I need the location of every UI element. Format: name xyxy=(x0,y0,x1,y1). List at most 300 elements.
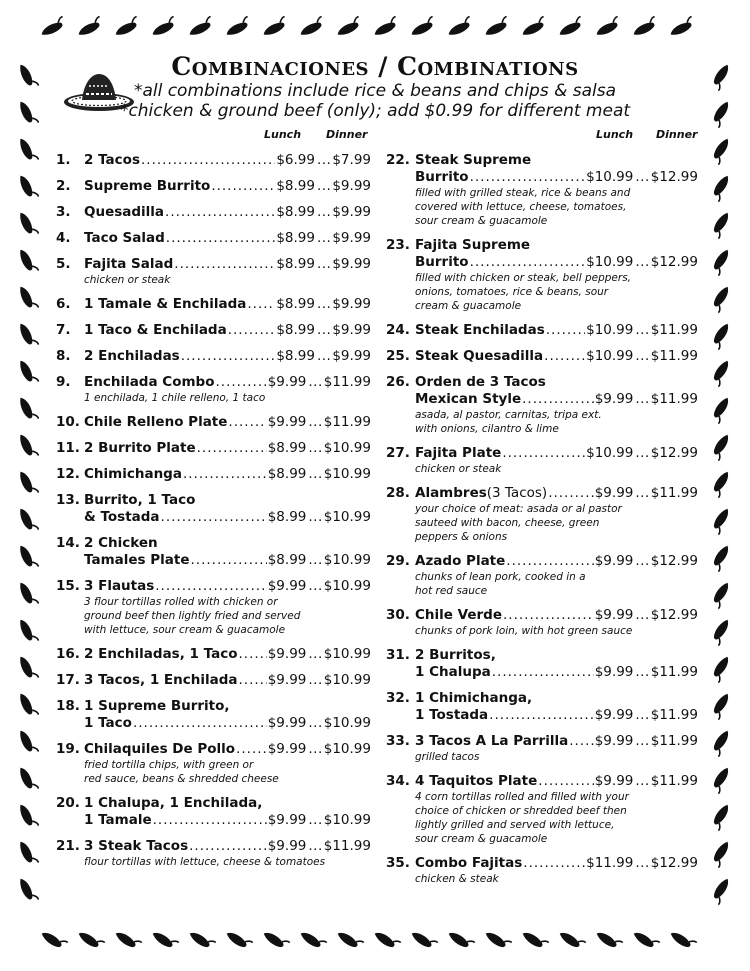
dinner-price: $9.99 xyxy=(332,256,371,272)
lunch-price: $8.99 xyxy=(267,466,307,482)
price-separator: ... xyxy=(308,838,323,854)
chili-pepper-icon xyxy=(335,929,363,951)
chili-pepper-icon xyxy=(16,395,38,423)
item-description: flour tortillas with lettuce, cheese & tomatoes xyxy=(84,856,326,868)
dot-leader xyxy=(506,553,593,570)
chili-pepper-icon xyxy=(16,617,38,645)
menu-item xyxy=(56,672,371,689)
item-name: Fajita Plate xyxy=(415,445,502,461)
dot-leader xyxy=(522,391,594,408)
menu-header xyxy=(0,52,750,121)
dinner-price: $10.99 xyxy=(323,672,371,688)
dinner-price: $11.99 xyxy=(650,664,698,680)
item-description: sour cream & guacamole xyxy=(415,833,548,845)
price-separator: ... xyxy=(316,322,332,338)
chili-pepper-icon xyxy=(113,16,141,38)
menu-item xyxy=(386,773,698,846)
chili-pepper-icon xyxy=(261,16,289,38)
menu-item xyxy=(56,178,371,195)
lunch-price: $8.99 xyxy=(276,322,315,338)
item-number: 12. xyxy=(56,466,80,482)
dot-leader xyxy=(133,715,267,732)
dot-leader xyxy=(141,152,275,169)
lunch-price: $8.99 xyxy=(267,440,307,456)
price-separator: ... xyxy=(316,178,332,194)
dot-leader xyxy=(523,855,585,872)
item-name-line xyxy=(56,672,371,689)
item-name-line xyxy=(56,646,371,663)
item-name-line xyxy=(56,440,371,457)
menu-item xyxy=(56,535,371,569)
chili-pepper-icon xyxy=(409,16,437,38)
item-description: lightly grilled and served with lettuce, xyxy=(415,819,615,831)
price-separator: ... xyxy=(316,296,332,312)
item-name: Steak Quesadilla xyxy=(415,348,544,364)
dot-leader xyxy=(211,178,275,195)
chili-pepper-icon xyxy=(335,16,363,38)
item-number: 17. xyxy=(56,672,80,688)
dot-leader xyxy=(215,374,266,391)
item-description: ground beef then lightly fried and served xyxy=(84,610,301,622)
item-name-line xyxy=(386,607,698,624)
dot-leader xyxy=(191,552,267,569)
chili-pepper-icon xyxy=(16,876,38,904)
price-separator: ... xyxy=(308,552,323,568)
dot-leader xyxy=(197,440,267,457)
chili-pepper-icon xyxy=(16,136,38,164)
dinner-header: Dinner xyxy=(326,128,368,141)
subtitle-note-2: *chicken & ground beef (only); add $0.99 for different meat xyxy=(119,101,631,121)
chili-pepper-icon xyxy=(16,728,38,756)
dot-leader xyxy=(174,256,275,273)
dot-leader xyxy=(569,733,594,750)
menu-item xyxy=(56,795,371,829)
chili-pepper-icon xyxy=(16,469,38,497)
chili-pepper-icon xyxy=(710,876,732,904)
menu-item xyxy=(386,647,698,681)
item-name: 3 Steak Tacos xyxy=(84,838,189,854)
item-name-line-2 xyxy=(56,715,371,732)
chili-pepper-icon xyxy=(150,929,178,951)
item-number: 11. xyxy=(56,440,80,456)
item-name-line xyxy=(56,795,371,812)
item-name: 3 Tacos, 1 Enchilada xyxy=(84,672,238,688)
lunch-price: $9.99 xyxy=(594,485,634,501)
chili-pepper-icon xyxy=(409,929,437,951)
item-name: Fajita Salad xyxy=(84,256,174,272)
dinner-price: $11.99 xyxy=(650,773,698,789)
lunch-price: $9.99 xyxy=(267,741,307,757)
dot-leader xyxy=(489,707,594,724)
price-separator: ... xyxy=(308,672,323,688)
item-description: hot red sauce xyxy=(415,585,488,597)
item-name: Enchilada Combo xyxy=(84,374,215,390)
lunch-price: $9.99 xyxy=(594,664,634,680)
chili-pepper-icon xyxy=(631,16,659,38)
lunch-price: $9.99 xyxy=(594,607,634,623)
item-number: 27. xyxy=(386,445,410,461)
dot-leader xyxy=(228,414,266,431)
chili-pepper-icon xyxy=(710,617,732,645)
item-name: 2 Enchiladas, 1 Taco xyxy=(84,646,238,662)
chili-pepper-icon xyxy=(710,247,732,275)
dot-leader xyxy=(538,773,593,790)
item-name-line xyxy=(56,838,371,855)
item-name: 1 Chimichanga, xyxy=(415,690,533,706)
item-name-line xyxy=(386,855,698,872)
item-name-line xyxy=(56,348,371,365)
item-name-line xyxy=(56,492,371,509)
item-name: Quesadilla xyxy=(84,204,165,220)
item-number: 34. xyxy=(386,773,410,789)
chili-pepper-icon xyxy=(520,16,548,38)
dot-leader xyxy=(239,672,267,689)
item-description: chicken or steak xyxy=(415,463,502,475)
menu-item xyxy=(386,237,698,313)
chili-pepper-icon xyxy=(710,432,732,460)
item-name-line-2 xyxy=(386,391,698,408)
price-separator: ... xyxy=(635,322,650,338)
lunch-price: $8.99 xyxy=(276,348,315,364)
menu-item xyxy=(386,322,698,339)
chili-pepper-icon xyxy=(16,321,38,349)
price-separator: ... xyxy=(635,707,650,723)
chili-pepper-icon xyxy=(594,929,622,951)
lunch-price: $8.99 xyxy=(276,296,315,312)
chili-pepper-icon xyxy=(372,16,400,38)
lunch-price: $8.99 xyxy=(267,509,307,525)
item-name-line xyxy=(386,485,698,502)
item-number: 29. xyxy=(386,553,410,569)
chili-pepper-icon xyxy=(710,691,732,719)
dinner-price: $11.99 xyxy=(323,414,371,430)
item-description: covered with lettuce, cheese, tomatoes, xyxy=(415,201,627,213)
chili-pepper-icon xyxy=(446,929,474,951)
menu-item xyxy=(56,838,371,869)
dinner-price: $10.99 xyxy=(323,812,371,828)
menu-item xyxy=(56,578,371,637)
price-separator: ... xyxy=(316,256,332,272)
item-number: 21. xyxy=(56,838,80,854)
right-column xyxy=(386,128,698,886)
item-description: with onions, cilantro & lime xyxy=(415,423,559,435)
item-name-line xyxy=(56,414,371,431)
item-name: 4 Taquitos Plate xyxy=(415,773,538,789)
chili-pepper-icon xyxy=(187,929,215,951)
chili-pepper-icon xyxy=(710,580,732,608)
dinner-price: $12.99 xyxy=(650,855,698,871)
item-number: 2. xyxy=(56,178,71,194)
price-separator: ... xyxy=(635,773,650,789)
chili-pepper-icon xyxy=(16,691,38,719)
price-separator: ... xyxy=(308,414,323,430)
dinner-price: $11.99 xyxy=(650,485,698,501)
menu-item xyxy=(56,256,371,287)
item-name-line-2 xyxy=(56,812,371,829)
price-separator: ... xyxy=(316,230,332,246)
chili-pepper-icon xyxy=(224,929,252,951)
item-number: 18. xyxy=(56,698,80,714)
item-number: 14. xyxy=(56,535,80,551)
item-number: 33. xyxy=(386,733,410,749)
item-number: 26. xyxy=(386,374,410,390)
item-name: 2 Burritos, xyxy=(415,647,496,663)
item-number: 7. xyxy=(56,322,71,338)
dinner-price: $7.99 xyxy=(332,152,371,168)
menu-item xyxy=(386,855,698,886)
page-title: Combinaciones / Combinations xyxy=(171,52,579,81)
lunch-price: $8.99 xyxy=(276,230,315,246)
lunch-price: $10.99 xyxy=(586,322,634,338)
chili-pepper-icon xyxy=(187,16,215,38)
item-name-continued: 1 Tostada xyxy=(415,707,489,723)
dinner-price: $9.99 xyxy=(332,178,371,194)
chili-pepper-icon xyxy=(668,929,696,951)
lunch-price: $9.99 xyxy=(594,733,634,749)
price-separator: ... xyxy=(308,715,323,731)
item-name: Azado Plate xyxy=(415,553,506,569)
item-name-line xyxy=(386,690,698,707)
menu-item xyxy=(56,322,371,339)
lunch-price: $9.99 xyxy=(594,553,634,569)
chili-pepper-icon xyxy=(594,16,622,38)
item-description: peppers & onions xyxy=(415,531,508,543)
item-name: 3 Tacos A La Parrilla xyxy=(415,733,569,749)
menu-item xyxy=(386,607,698,638)
item-name-line xyxy=(386,348,698,365)
dot-leader xyxy=(503,607,594,624)
item-name: 1 Supreme Burrito, xyxy=(84,698,230,714)
chili-pepper-icon xyxy=(16,839,38,867)
item-description: red sauce, beans & shredded cheese xyxy=(84,773,279,785)
chili-pepper-icon xyxy=(710,728,732,756)
item-name-continued: Tamales Plate xyxy=(84,552,190,568)
item-name-line xyxy=(386,374,698,391)
menu-item xyxy=(56,440,371,457)
chili-pepper-icon xyxy=(710,284,732,312)
lunch-price: $11.99 xyxy=(586,855,634,871)
item-description: choice of chicken or shredded beef then xyxy=(415,805,627,817)
item-name-line xyxy=(386,322,698,339)
item-name-line xyxy=(56,230,371,247)
item-name-continued: Mexican Style xyxy=(415,391,522,407)
item-description: 4 corn tortillas rolled and filled with your xyxy=(415,791,629,803)
menu-item xyxy=(56,466,371,483)
dot-leader xyxy=(166,230,276,247)
item-name-line xyxy=(56,466,371,483)
dinner-price: $11.99 xyxy=(650,707,698,723)
price-separator: ... xyxy=(635,607,650,623)
lunch-price: $8.99 xyxy=(267,552,307,568)
item-name-line xyxy=(386,152,698,169)
chili-pepper-icon xyxy=(16,173,38,201)
chili-pepper-icon xyxy=(520,929,548,951)
menu-item xyxy=(386,553,698,598)
chili-pepper-icon xyxy=(557,929,585,951)
dot-leader xyxy=(544,348,585,365)
dinner-price: $11.99 xyxy=(650,391,698,407)
price-separator: ... xyxy=(308,466,323,482)
lunch-price: $8.99 xyxy=(276,204,315,220)
menu-item xyxy=(56,698,371,732)
lunch-price: $10.99 xyxy=(586,169,634,185)
chili-pepper-icon xyxy=(16,284,38,312)
menu-item xyxy=(56,646,371,663)
price-separator: ... xyxy=(308,812,323,828)
chili-pepper-icon xyxy=(76,929,104,951)
dinner-price: $10.99 xyxy=(323,552,371,568)
dot-leader xyxy=(492,664,594,681)
item-number: 32. xyxy=(386,690,410,706)
menu-item xyxy=(56,152,371,169)
chili-pepper-icon xyxy=(483,16,511,38)
price-separator: ... xyxy=(635,445,650,461)
dinner-price: $9.99 xyxy=(332,348,371,364)
item-name-line-2 xyxy=(386,254,698,271)
item-name: 2 Tacos xyxy=(84,152,140,168)
item-number: 31. xyxy=(386,647,410,663)
item-description: grilled tacos xyxy=(415,751,480,763)
menu-item xyxy=(56,204,371,221)
item-number: 1. xyxy=(56,152,71,168)
item-name-line xyxy=(386,553,698,570)
item-description: onions, tomatoes, rice & beans, sour xyxy=(415,286,609,298)
item-name-line-2 xyxy=(386,664,698,681)
chili-pepper-icon xyxy=(710,543,732,571)
item-name-continued: Burrito xyxy=(415,169,469,185)
item-name-line-2 xyxy=(386,707,698,724)
dinner-price: $9.99 xyxy=(332,322,371,338)
menu-item xyxy=(56,374,371,405)
price-separator: ... xyxy=(308,741,323,757)
left-item-list xyxy=(56,152,371,869)
chili-pepper-icon xyxy=(39,929,67,951)
item-name: Taco Salad xyxy=(84,230,165,246)
dinner-price: $10.99 xyxy=(323,715,371,731)
item-name-line xyxy=(56,322,371,339)
dot-leader xyxy=(470,169,586,186)
price-separator: ... xyxy=(308,646,323,662)
menu-item xyxy=(386,445,698,476)
menu-item xyxy=(386,374,698,436)
chili-pepper-icon xyxy=(261,929,289,951)
menu-item xyxy=(56,492,371,526)
item-description: sauteed with bacon, cheese, green xyxy=(415,517,600,529)
dinner-price: $11.99 xyxy=(650,348,698,364)
item-name-continued: 1 Chalupa xyxy=(415,664,491,680)
item-name: 3 Flautas xyxy=(84,578,155,594)
menu-item xyxy=(56,230,371,247)
item-name: Chile Relleno Plate xyxy=(84,414,228,430)
item-number: 9. xyxy=(56,374,71,390)
item-name: 2 Chicken xyxy=(84,535,158,551)
dot-leader xyxy=(189,838,267,855)
item-description: sour cream & guacamole xyxy=(415,215,548,227)
item-description: 1 enchilada, 1 chile relleno, 1 taco xyxy=(84,392,266,404)
price-separator: ... xyxy=(635,391,650,407)
dot-leader xyxy=(181,348,276,365)
item-name-line xyxy=(56,535,371,552)
item-name-line xyxy=(56,256,371,273)
item-description: chunks of pork loin, with hot green sauce xyxy=(415,625,633,637)
item-description: chunks of lean pork, cooked in a xyxy=(415,571,586,583)
chili-pepper-icon xyxy=(150,16,178,38)
menu-item xyxy=(56,296,371,313)
lunch-header: Lunch xyxy=(264,128,302,141)
dinner-price: $11.99 xyxy=(650,322,698,338)
lunch-header: Lunch xyxy=(596,128,634,141)
chili-pepper-icon xyxy=(710,395,732,423)
item-name-line-2 xyxy=(56,509,371,526)
dot-leader xyxy=(247,296,275,313)
dinner-price: $9.99 xyxy=(332,296,371,312)
price-separator: ... xyxy=(316,348,332,364)
lunch-price: $9.99 xyxy=(594,707,634,723)
item-name-line xyxy=(386,445,698,462)
item-name: 1 Chalupa, 1 Enchilada, xyxy=(84,795,263,811)
item-name: 1 Tamale & Enchilada xyxy=(84,296,247,312)
chili-pepper-icon xyxy=(710,506,732,534)
chili-pepper-icon xyxy=(710,210,732,238)
chili-pepper-icon xyxy=(446,16,474,38)
chili-pepper-icon xyxy=(631,929,659,951)
dinner-price: $10.99 xyxy=(323,440,371,456)
lunch-price: $9.99 xyxy=(267,812,307,828)
item-number: 22. xyxy=(386,152,410,168)
dinner-header: Dinner xyxy=(656,128,698,141)
chili-pepper-icon xyxy=(39,16,67,38)
chili-pepper-icon xyxy=(76,16,104,38)
chili-pepper-icon xyxy=(710,358,732,386)
item-name-continued: & Tostada xyxy=(84,509,160,525)
item-name: Alambres xyxy=(415,485,487,501)
chili-pepper-icon xyxy=(557,16,585,38)
dot-leader xyxy=(502,445,585,462)
dot-leader xyxy=(161,509,267,526)
item-description: asada, al pastor, carnitas, tripa ext. xyxy=(415,409,602,421)
chili-pepper-icon xyxy=(16,506,38,534)
dot-leader xyxy=(470,254,586,271)
item-number: 28. xyxy=(386,485,410,501)
chili-pepper-icon xyxy=(710,469,732,497)
item-name-line xyxy=(56,204,371,221)
item-number: 24. xyxy=(386,322,410,338)
price-separator: ... xyxy=(635,855,650,871)
lunch-price: $9.99 xyxy=(267,374,307,390)
item-name-line xyxy=(56,178,371,195)
chili-pepper-icon xyxy=(710,136,732,164)
dinner-price: $10.99 xyxy=(323,509,371,525)
item-number: 19. xyxy=(56,741,80,757)
item-number: 25. xyxy=(386,348,410,364)
dinner-price: $10.99 xyxy=(323,466,371,482)
dot-leader xyxy=(228,322,276,339)
item-name: Steak Supreme xyxy=(415,152,532,168)
item-name-line xyxy=(56,296,371,313)
item-number: 4. xyxy=(56,230,71,246)
dinner-price: $10.99 xyxy=(323,646,371,662)
lunch-price: $10.99 xyxy=(586,445,634,461)
item-number: 23. xyxy=(386,237,410,253)
chili-pepper-icon xyxy=(372,929,400,951)
chili-pepper-icon xyxy=(16,210,38,238)
chili-pepper-icon xyxy=(710,654,732,682)
left-column-header xyxy=(56,128,371,144)
menu-item xyxy=(386,485,698,544)
item-name: Combo Fajitas xyxy=(415,855,523,871)
lunch-price: $9.99 xyxy=(594,773,634,789)
item-name: Chile Verde xyxy=(415,607,502,623)
